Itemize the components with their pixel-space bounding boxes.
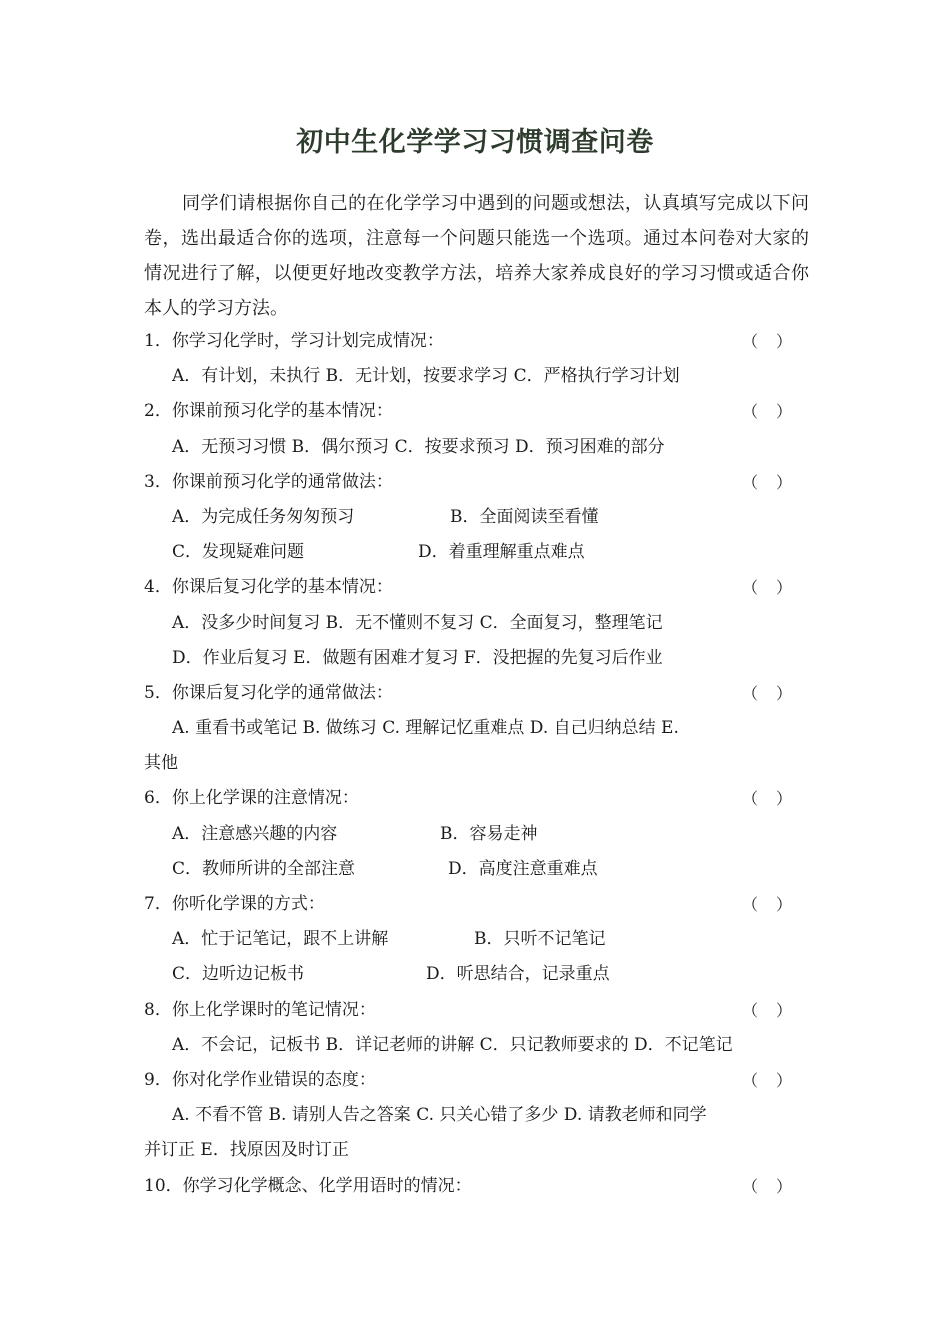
option-d: D．高度注意重难点 xyxy=(448,858,598,879)
answer-blank-4: （ ） xyxy=(742,578,794,598)
question-9 xyxy=(144,1063,809,1098)
option-d: D．着重理解重点难点 xyxy=(418,542,585,563)
option-line: A．不会记，记板书 B．详记老师的讲解 C．只记教师要求的 D．不记笔记 xyxy=(172,1034,733,1055)
question-6-options-row-1 xyxy=(144,817,809,852)
option-wrap: 并订正 E．找原因及时订正 xyxy=(144,1140,349,1161)
question-8-text: 8．你上化学课时的笔记情况： xyxy=(144,999,376,1020)
question-3-text: 3．你课前预习化学的通常做法： xyxy=(144,471,393,492)
question-2 xyxy=(144,394,809,429)
question-list xyxy=(144,324,809,1204)
question-4-text: 4．你课后复习化学的基本情况： xyxy=(144,577,393,598)
question-2-text: 2．你课前预习化学的基本情况： xyxy=(144,401,393,422)
option-b: B．只听不记笔记 xyxy=(474,929,606,950)
question-4-options-row-1 xyxy=(144,606,809,641)
question-7-options-row-2 xyxy=(144,957,809,992)
question-9-options-wrap xyxy=(144,1133,809,1168)
option-b: B．容易走神 xyxy=(440,823,538,844)
answer-blank-5: （ ） xyxy=(742,683,794,703)
question-1 xyxy=(144,324,809,359)
question-6-text: 6．你上化学课的注意情况： xyxy=(144,788,359,809)
question-4-options-row-2 xyxy=(144,641,809,676)
question-7-options-row-1 xyxy=(144,922,809,957)
question-9-options xyxy=(144,1098,809,1133)
answer-blank-6: （ ） xyxy=(742,789,794,809)
question-7 xyxy=(144,887,809,922)
option-a: A．注意感兴趣的内容 xyxy=(172,823,338,844)
question-10 xyxy=(144,1169,809,1204)
question-8-options xyxy=(144,1028,809,1063)
answer-blank-1: （ ） xyxy=(742,332,794,351)
answer-blank-7: （ ） xyxy=(742,895,794,914)
option-line: A. 不看不管 B. 请别人告之答案 C. 只关心错了多少 D. 请教老师和同学 xyxy=(172,1105,707,1126)
question-9-text: 9．你对化学作业错误的态度： xyxy=(144,1069,376,1090)
question-3 xyxy=(144,465,809,500)
option-line: A．有计划，未执行 B．无计划，按要求学习 C．严格执行学习计划 xyxy=(172,366,680,387)
option-line: A．没多少时间复习 B．无不懂则不复习 C．全面复习，整理笔记 xyxy=(172,612,663,633)
question-5-options-wrap xyxy=(144,746,809,781)
option-line: A．无预习习惯 B．偶尔预习 C．按要求预习 D．预习困难的部分 xyxy=(172,436,665,457)
question-5 xyxy=(144,676,809,711)
question-2-options xyxy=(144,430,809,465)
question-6 xyxy=(144,781,809,816)
answer-blank-3: （ ） xyxy=(742,472,794,492)
answer-blank-8: （ ） xyxy=(742,1000,794,1020)
question-5-options xyxy=(144,711,809,746)
option-a: A．忙于记笔记，跟不上讲解 xyxy=(172,929,389,950)
intro-paragraph: 同学们请根据你自己的在化学学习中遇到的问题或想法，认真填写完成以下问卷，选出最适合你的选项，注意每一个问题只能选一个选项。通过本问卷对大家的情况进行了解，以便更好地改变教学方法，培养大家养成良好的学习习惯或适合你本人的学习方法。 xyxy=(144,193,809,319)
option-a: A．为完成任务匆匆预习 xyxy=(172,506,355,527)
question-8 xyxy=(144,993,809,1028)
question-1-options xyxy=(144,359,809,394)
answer-blank-9: （ ） xyxy=(742,1070,794,1090)
option-line: A. 重看书或笔记 B. 做练习 C. 理解记忆重难点 D. 自己归纳总结 E. xyxy=(172,718,679,739)
option-c: C．教师所讲的全部注意 xyxy=(172,858,356,879)
question-10-text: 10．你学习化学概念、化学用语时的情况： xyxy=(144,1175,472,1196)
option-c: C．发现疑难问题 xyxy=(172,542,305,563)
question-3-options-row-2 xyxy=(144,535,809,570)
question-1-text: 1．你学习化学时，学习计划完成情况： xyxy=(144,331,444,351)
question-6-options-row-2 xyxy=(144,852,809,887)
page-title: 初中生化学学习习惯调查问卷 xyxy=(296,127,654,158)
option-line: D．作业后复习 E．做题有困难才复习 F．没把握的先复习后作业 xyxy=(172,647,663,668)
option-wrap: 其他 xyxy=(144,753,178,774)
question-5-text: 5．你课后复习化学的通常做法： xyxy=(144,682,393,703)
option-d: D．听思结合，记录重点 xyxy=(426,964,610,985)
answer-blank-10: （ ） xyxy=(742,1176,794,1196)
question-4 xyxy=(144,570,809,605)
question-3-options-row-1 xyxy=(144,500,809,535)
option-c: C．边听边记板书 xyxy=(172,964,305,985)
option-b: B．全面阅读至看懂 xyxy=(450,506,599,527)
answer-blank-2: （ ） xyxy=(742,402,794,422)
question-7-text: 7．你听化学课的方式： xyxy=(144,894,325,914)
